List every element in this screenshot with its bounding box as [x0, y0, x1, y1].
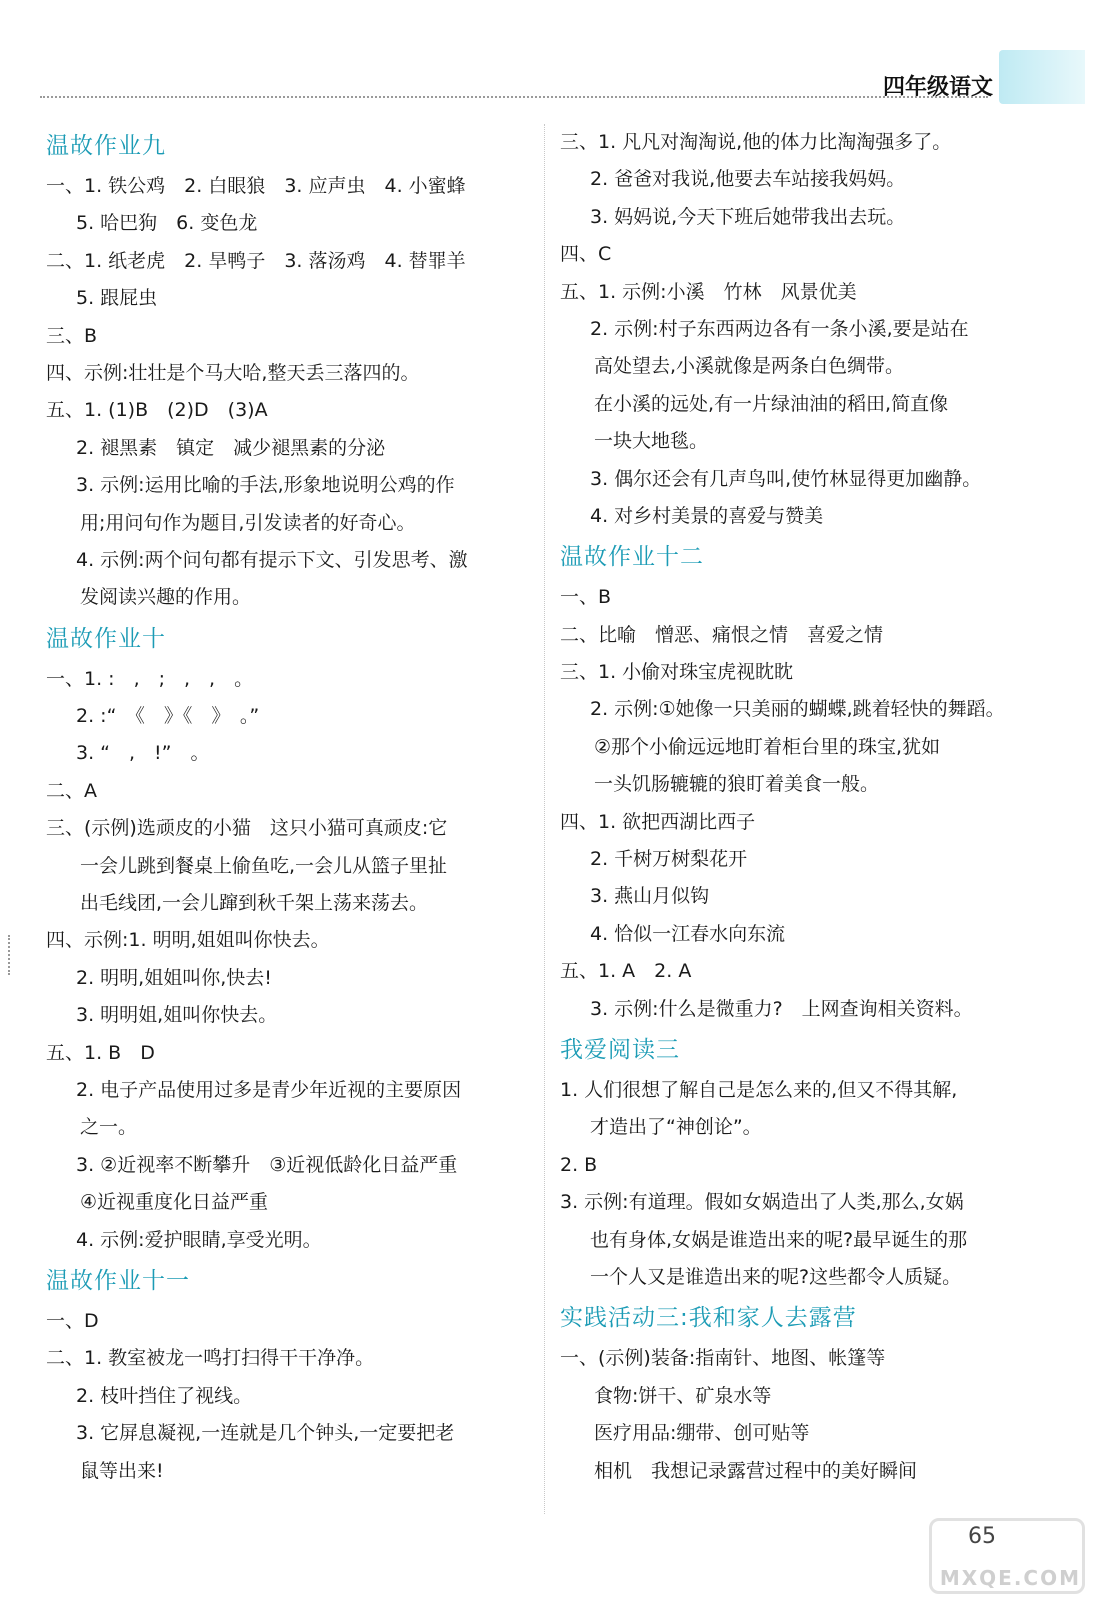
answer-line: 四、示例:1. 明明,姐姐叫你快去。	[46, 929, 330, 952]
answer-line: 2. 爸爸对我说,他要去车站接我妈妈。	[590, 168, 906, 191]
answer-line: 3. 燕山月似钩	[590, 885, 710, 908]
answer-line: 3. 明明姐,姐叫你快去。	[76, 1004, 278, 1027]
header-tab-decoration	[999, 50, 1085, 104]
answer-line: 3. 示例:有道理。假如女娲造出了人类,那么,女娲	[560, 1191, 964, 1214]
answer-line: 一头饥肠辘辘的狼盯着美食一般。	[594, 773, 880, 796]
answer-line: 2. B	[560, 1153, 598, 1176]
answer-line: 四、示例:壮壮是个马大哈,整天丢三落四的。	[46, 361, 420, 384]
answer-line: 一、1. : , ; , , 。	[46, 667, 254, 690]
answer-line: 三、(示例)选顽皮的小猫 这只小猫可真顽皮:它	[46, 817, 448, 840]
page-number: 65	[968, 1524, 996, 1549]
answer-line: 三、1. 凡凡对淘淘说,他的体力比淘淘强多了。	[560, 131, 952, 153]
answer-line: 2. 褪黑素 镇定 减少褪黑素的分泌	[76, 436, 386, 459]
answer-line: 二、1. 教室被龙一鸣打扫得干干净净。	[46, 1347, 375, 1370]
answer-line: 3. 妈妈说,今天下班后她带我出去玩。	[590, 205, 906, 228]
answer-line: 五、1. 示例:小溪 竹林 风景优美	[560, 280, 857, 303]
answer-line: 2. 示例:村子东西两边各有一条小溪,要是站在	[590, 317, 969, 340]
answer-line: 出毛线团,一会儿蹿到秋千架上荡来荡去。	[80, 892, 429, 915]
binding-marks	[8, 935, 10, 975]
answer-line: 三、B	[46, 324, 98, 347]
answer-line: 3. 示例:什么是微重力? 上网查询相关资料。	[590, 997, 973, 1020]
answer-line: 2. 明明,姐姐叫你,快去!	[76, 966, 272, 989]
answer-line: 三、1. 小偷对珠宝虎视眈眈	[560, 661, 794, 684]
answer-line: 2. 示例:①她像一只美丽的蝴蝶,跳着轻快的舞蹈。	[590, 698, 1005, 721]
answer-line: 一、(示例)装备:指南针、地图、帐篷等	[560, 1347, 886, 1370]
answer-line: 四、C	[560, 243, 612, 266]
answer-line: 之一。	[80, 1116, 138, 1139]
answer-line: 2. :“ 《 》《 》 。”	[76, 705, 260, 728]
answer-line: 二、比喻 憎恶、痛恨之情 喜爱之情	[560, 623, 884, 646]
answer-line: 一、D	[46, 1309, 99, 1332]
answer-line: 五、1. A 2. A	[560, 960, 692, 983]
answer-line: 医疗用品:绷带、创可贴等	[594, 1422, 810, 1445]
answer-line: 五、1. B D	[46, 1041, 155, 1064]
section-heading: 温故作业九	[46, 133, 166, 159]
answer-line: 一会儿跳到餐桌上偷鱼吃,一会儿从篮子里扯	[80, 854, 448, 877]
subject-label: 四年级语文	[882, 75, 993, 100]
answer-line: 4. 恰似一江春水向东流	[590, 922, 786, 945]
answer-line: 一、1. 铁公鸡 2. 白眼狼 3. 应声虫 4. 小蜜蜂	[46, 175, 466, 197]
section-heading: 实践活动三:我和家人去露营	[560, 1305, 857, 1332]
answer-line: 4. 示例:两个问句都有提示下文、引发思考、激	[76, 548, 468, 571]
answer-line: 二、1. 纸老虎 2. 旱鸭子 3. 落汤鸡 4. 替罪羊	[46, 249, 466, 272]
answer-line: 一块大地毯。	[594, 430, 709, 453]
right-column	[560, 124, 1060, 1490]
answer-line: 相机 我想记录露营过程中的美好瞬间	[594, 1459, 918, 1482]
answer-line: 发阅读兴趣的作用。	[80, 586, 252, 609]
answer-line: 在小溪的远处,有一片绿油油的稻田,简直像	[594, 392, 949, 415]
answer-line: 2. 电子产品使用过多是青少年近视的主要原因	[76, 1078, 462, 1101]
answer-line: 1. 人们很想了解自己是怎么来的,但又不得其解,	[560, 1078, 958, 1101]
answer-line: 五、1. (1)B (2)D (3)A	[46, 399, 268, 422]
answer-line: 2. 千树万树梨花开	[590, 848, 748, 871]
answer-line: 一、B	[560, 586, 612, 609]
answer-line: 5. 哈巴狗 6. 变色龙	[76, 212, 258, 235]
answer-line: 一个人又是谁造出来的呢?这些都令人质疑。	[590, 1265, 962, 1288]
answer-line: 二、A	[46, 779, 97, 802]
section-heading: 温故作业十	[46, 625, 166, 652]
answer-line: 也有身体,女娲是谁造出来的呢?最早诞生的那	[590, 1228, 968, 1251]
answer-line: 2. 枝叶挡住了视线。	[76, 1384, 253, 1407]
watermark-text: MXQE.COM	[939, 1566, 1081, 1590]
answer-line: 4. 示例:爱护眼睛,享受光明。	[76, 1228, 322, 1251]
answer-line: 鼠等出来!	[80, 1459, 164, 1482]
section-heading: 温故作业十一	[46, 1267, 190, 1294]
answer-line: ②那个小偷远远地盯着柜台里的珠宝,犹如	[594, 735, 941, 758]
answer-line: 3. “ , !” 。	[76, 742, 210, 765]
section-heading: 我爱阅读三	[560, 1036, 680, 1063]
answer-line: 3. ②近视率不断攀升 ③近视低龄化日益严重	[76, 1153, 458, 1176]
left-column	[46, 124, 532, 1490]
answer-line: 高处望去,小溪就像是两条白色绸带。	[594, 355, 905, 378]
answer-line: 4. 对乡村美景的喜爱与赞美	[590, 504, 824, 527]
header-divider	[40, 96, 988, 98]
answer-line: 用;用问句作为题目,引发读者的好奇心。	[80, 511, 416, 534]
answer-line: 3. 它屏息凝视,一连就是几个钟头,一定要把老	[76, 1422, 455, 1445]
section-heading: 温故作业十二	[560, 544, 704, 571]
answer-line: 食物:饼干、矿泉水等	[594, 1384, 772, 1407]
answer-line: 才造出了“神创论”。	[590, 1116, 762, 1139]
answer-line: 5. 跟屁虫	[76, 287, 158, 310]
answer-line: ④近视重度化日益严重	[80, 1191, 269, 1214]
answer-line: 3. 偶尔还会有几声鸟叫,使竹林显得更加幽静。	[590, 467, 982, 490]
column-divider	[544, 124, 545, 1514]
answer-line: 四、1. 欲把西湖比西子	[560, 810, 756, 833]
answer-line: 3. 示例:运用比喻的手法,形象地说明公鸡的作	[76, 474, 455, 497]
